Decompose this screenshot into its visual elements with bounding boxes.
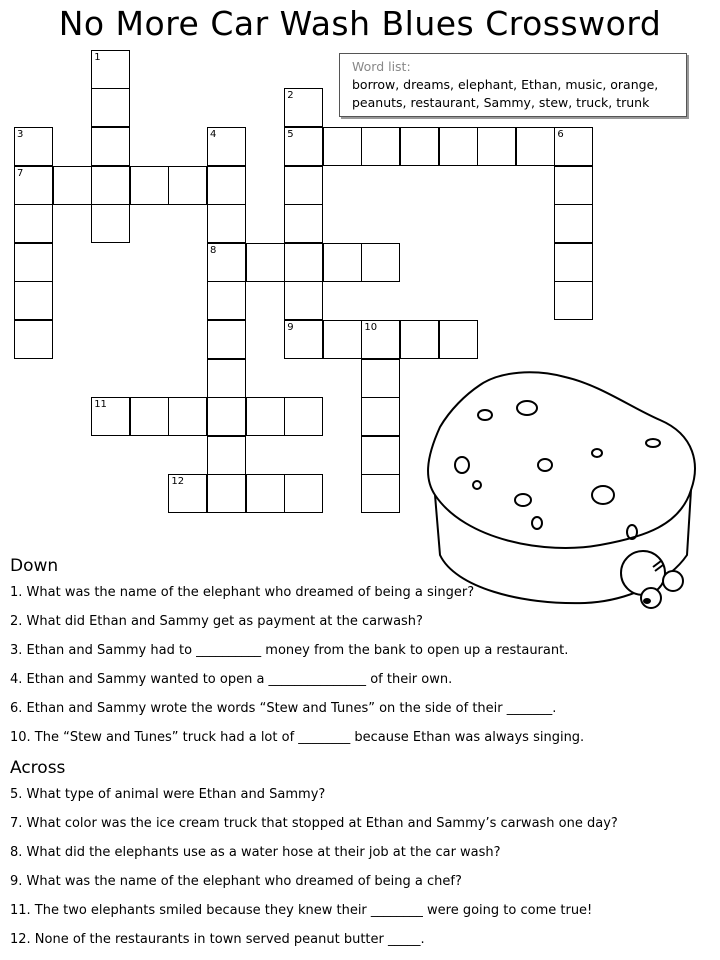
grid-cell <box>130 397 169 436</box>
clue-number: 7 <box>17 167 24 179</box>
grid-cell <box>207 320 246 359</box>
grid-cell <box>361 359 400 398</box>
down-clue: 10. The “Stew and Tunes” truck had a lot of ________ because Ethan was always singing. <box>10 730 585 745</box>
grid-cell <box>207 474 246 513</box>
grid-cell <box>439 127 478 166</box>
grid-cell <box>207 397 246 436</box>
grid-cell <box>14 281 53 320</box>
grid-cell <box>284 281 323 320</box>
grid-cell <box>516 127 555 166</box>
grid-cell <box>14 243 53 282</box>
down-clue: 4. Ethan and Sammy wanted to open a _______________ of their own. <box>10 672 453 687</box>
clue-number: 11 <box>94 399 107 411</box>
clue-number: 10 <box>364 322 378 333</box>
grid-cell <box>207 359 246 398</box>
grid-cell <box>53 166 92 205</box>
clue-number: 2 <box>287 90 294 102</box>
across-clue: 11. The two elephants smiled because they knew their ________ were going to come true! <box>10 903 593 918</box>
grid-cell <box>14 320 53 359</box>
across-heading: Across <box>10 758 66 778</box>
across-clue: 5. What type of animal were Ethan and Sammy? <box>10 787 326 802</box>
word-list-line: peanuts, restaurant, Sammy, stew, truck, trunk <box>352 95 650 110</box>
grid-cell <box>400 320 439 359</box>
grid-cell <box>361 474 400 513</box>
grid-cell <box>554 243 593 282</box>
grid-cell <box>91 127 130 166</box>
grid-cell <box>284 397 323 436</box>
page-title: No More Car Wash Blues Crossword <box>58 4 662 43</box>
word-list-line: borrow, dreams, elephant, Ethan, music, orange, <box>352 77 659 92</box>
grid-cell <box>207 281 246 320</box>
grid-cell <box>284 166 323 205</box>
grid-cell <box>323 127 362 166</box>
clue-number: 6 <box>557 129 564 140</box>
down-heading: Down <box>10 556 59 576</box>
clue-number: 1 <box>94 51 101 63</box>
grid-cell <box>323 320 362 359</box>
grid-cell <box>246 474 285 513</box>
grid-cell <box>284 243 323 282</box>
grid-cell <box>207 436 246 475</box>
clue-section <box>10 550 715 954</box>
grid-cell <box>168 397 207 436</box>
grid-cell <box>14 204 53 243</box>
clue-number: 3 <box>17 129 24 140</box>
clue-number: 8 <box>210 244 217 256</box>
down-clue: 6. Ethan and Sammy wrote the words “Stew and Tunes” on the side of their _______. <box>10 701 557 716</box>
grid-cell <box>284 474 323 513</box>
grid-cell <box>91 88 130 127</box>
across-clue: 7. What color was the ice cream truck that stopped at Ethan and Sammy’s carwash one day? <box>10 816 618 831</box>
grid-cell <box>246 397 285 436</box>
grid-cell <box>323 243 362 282</box>
grid-cell <box>246 243 285 282</box>
grid-cell <box>361 436 400 475</box>
word-list-label: Word list: <box>352 59 411 74</box>
grid-cell <box>554 166 593 205</box>
across-clue: 8. What did the elephants use as a water hose at their job at the car wash? <box>10 845 501 860</box>
across-clue: 12. None of the restaurants in town served peanut butter _____. <box>10 932 425 947</box>
grid-cell <box>207 166 246 205</box>
grid-cell <box>439 320 478 359</box>
grid-cell <box>400 127 439 166</box>
clue-number: 12 <box>171 476 185 488</box>
clue-number: 5 <box>287 129 294 140</box>
grid-cell <box>554 204 593 243</box>
clue-number: 4 <box>210 129 217 140</box>
grid-cell <box>361 243 400 282</box>
grid-cell <box>477 127 516 166</box>
grid-cell <box>168 166 207 205</box>
down-clue: 3. Ethan and Sammy had to __________ money from the bank to open up a restaurant. <box>10 643 569 658</box>
grid-cell <box>207 204 246 243</box>
clue-number: 9 <box>287 322 294 333</box>
across-clue: 9. What was the name of the elephant who dreamed of being a chef? <box>10 874 462 889</box>
grid-cell <box>361 397 400 436</box>
down-clue: 2. What did Ethan and Sammy get as payment at the carwash? <box>10 614 423 629</box>
grid-cell <box>554 281 593 320</box>
grid-cell <box>91 204 130 243</box>
down-clue: 1. What was the name of the elephant who dreamed of being a singer? <box>10 585 475 600</box>
grid-cell <box>130 166 169 205</box>
grid-cell <box>91 166 130 205</box>
grid-cell <box>361 127 400 166</box>
grid-cell <box>284 204 323 243</box>
